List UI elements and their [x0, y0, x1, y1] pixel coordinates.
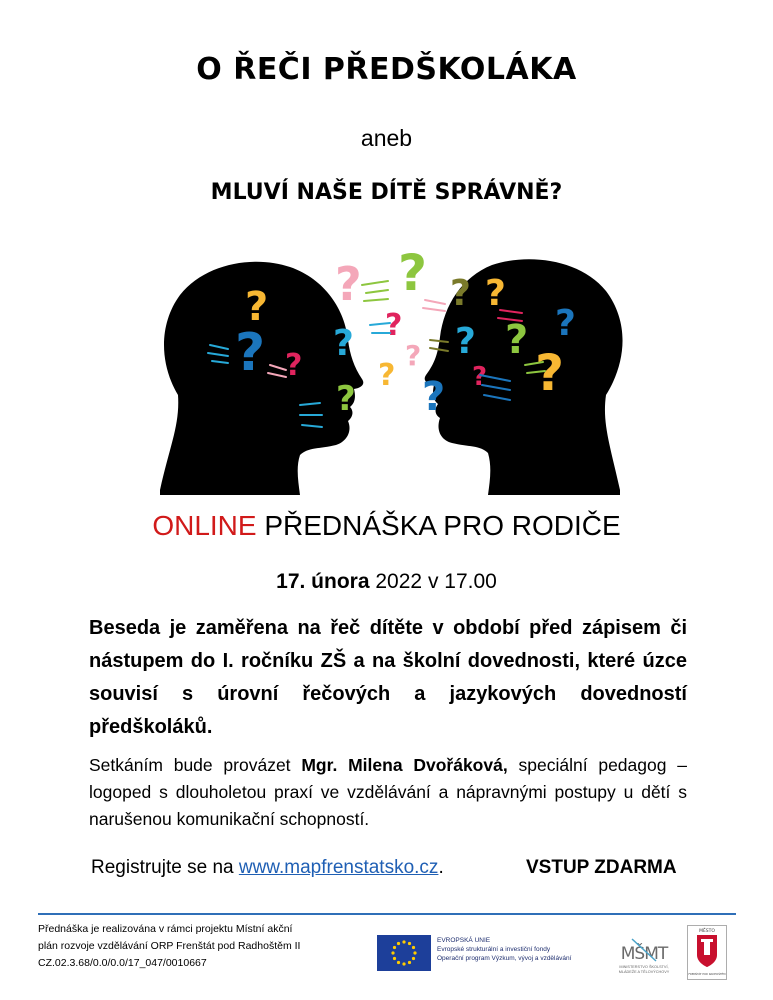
event-date [0, 570, 773, 594]
footer-line: Přednáška je realizována v rámci projektu Místní akční [38, 923, 293, 935]
footer-line: CZ.02.3.68/0.0/0.0/17_047/0010667 [38, 957, 207, 969]
footer-line: plán rozvoje vzdělávání ORP Frenštát pod Radhoštěm II [38, 940, 301, 952]
speaker-info [89, 752, 687, 833]
question-mark-icon: ? [245, 284, 269, 330]
question-mark-icon: ? [285, 348, 303, 383]
question-mark-icon: ? [455, 321, 476, 362]
eu-logo [377, 935, 577, 971]
speech-lines [362, 281, 388, 301]
msmt-mark-icon [610, 935, 678, 965]
footer-divider [38, 913, 736, 915]
msmt-logo [610, 935, 678, 975]
speaker-intro: Setkáním bude provázet [89, 755, 302, 775]
question-mark-icon: ? [450, 273, 471, 314]
question-mark-icon: ? [485, 273, 506, 314]
lecture-heading [0, 510, 773, 542]
date-day: 17. února [276, 570, 370, 593]
city-crest-icon [687, 925, 727, 980]
question-mark-icon: ? [378, 358, 396, 393]
question-mark-icon: ? [472, 362, 488, 392]
msmt-text: MINISTERSTVO ŠKOLSTVÍ, MLÁDEŽE A TĚLOVÝCHOVY [618, 965, 670, 974]
question-mark-icon: ? [555, 303, 576, 344]
speaker-details: speciální pedagog – logoped s dlouholetou praxí ve vzdělávání a nápravnými postupy u dětí s narušenou komunikační schopností. [89, 755, 687, 829]
question-mark-icon: ? [385, 308, 403, 343]
question-mark-icon: ? [535, 344, 565, 402]
lecture-label: PŘEDNÁŠKA PRO RODIČE [264, 510, 621, 541]
date-time: v 17.00 [427, 570, 497, 593]
eu-logo-text [437, 936, 582, 963]
speaker-name: Mgr. Milena Dvořáková, [301, 755, 508, 775]
page-title: O ŘEČI PŘEDŠKOLÁKA [196, 52, 577, 87]
eu-flag-icon [377, 935, 431, 971]
conjunction-text: aneb [360, 125, 413, 151]
registration-text: Registrujte se na [91, 857, 239, 878]
registration-line [91, 857, 444, 879]
question-mark-icon: ? [336, 379, 356, 419]
svg-text:MŠMT: MŠMT [620, 944, 668, 964]
question-mark-icon: ? [333, 323, 354, 364]
question-mark-icon: ? [405, 339, 422, 372]
question-mark-icon: ? [422, 374, 446, 420]
registration-link[interactable]: www.mapfrenstatsko.cz [238, 857, 439, 878]
date-year: 2022 [375, 570, 423, 593]
free-entry-label: VSTUP ZDARMA [526, 857, 677, 878]
lecture-description: Beseda je zaměřena na řeč dítěte v období před zápisem či nástupem do I. ročníku ZŠ a na školní dovednosti, které úzce souvisí s úrovní řečových a jazykových dovedností předškoláků. [89, 617, 687, 738]
footer-text [38, 921, 368, 972]
svg-text:MĚSTO: MĚSTO [699, 929, 715, 934]
eu-title: EVROPSKÁ UNIE [437, 937, 491, 944]
page-subtitle: MLUVÍ NAŠE DÍTĚ SPRÁVNĚ? [210, 180, 563, 205]
two-heads-illustration [140, 245, 640, 495]
question-mark-icon: ? [235, 323, 266, 383]
question-mark-icon: ? [505, 317, 529, 363]
question-mark-icon: ? [335, 257, 362, 311]
question-mark-icon: ? [398, 245, 428, 302]
registration-dot: . [438, 857, 444, 878]
online-label: ONLINE [152, 510, 257, 541]
svg-text:FRENŠTÁT POD RADHOŠTĚM: FRENŠTÁT POD RADHOŠTĚM [688, 973, 726, 976]
eu-program: Operační program Výzkum, vývoj a vzdělávání [437, 955, 572, 962]
eu-subtitle: Evropské strukturální a investiční fondy [437, 946, 551, 953]
